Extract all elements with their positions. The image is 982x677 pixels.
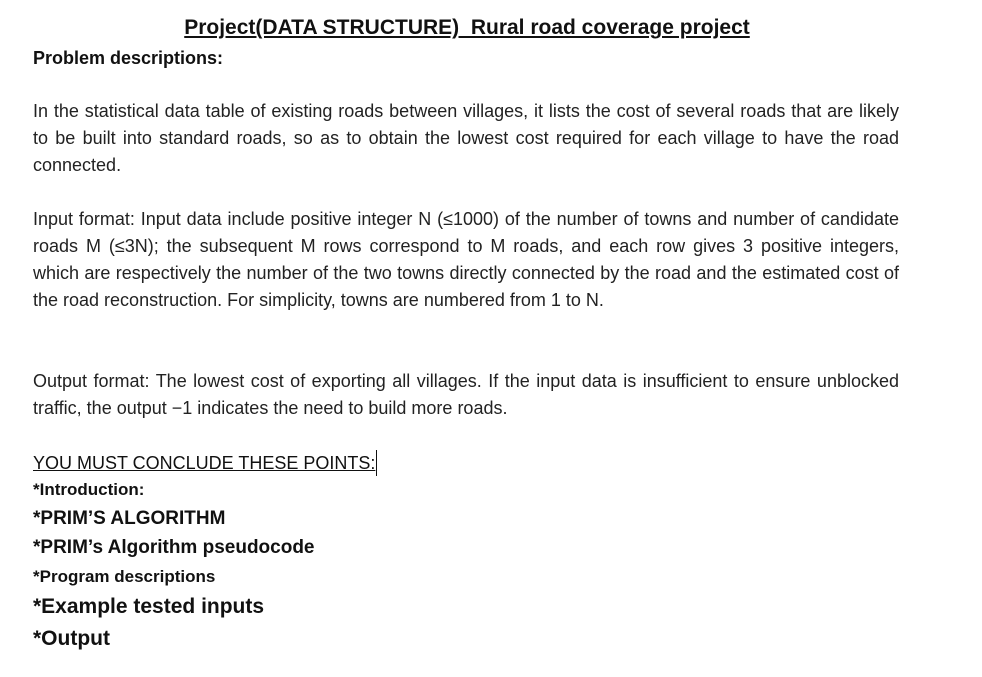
points-heading[interactable]: YOU MUST CONCLUDE THESE POINTS: [33,450,377,476]
problem-descriptions-heading: Problem descriptions: [33,48,224,68]
point-program-descriptions: *Program descriptions [33,567,216,586]
document-title: Project(DATA STRUCTURE) Rural road coverage project [184,16,750,39]
point-output: *Output [33,627,110,650]
paragraph-intro: In the statistical data table of existing roads between villages, it lists the cost of several roads that are likely to be built into standard roads, so as to obtain the lowest cost required for each village to have the road connected. [33,101,899,175]
point-example-inputs: *Example tested inputs [33,595,265,618]
point-prims-algorithm: *PRIM’S ALGORITHM [33,508,226,529]
paragraph-input-format: Input format: Input data include positive integer N (≤1000) of the number of towns and number of candidate roads M (≤3N); the subsequent M rows correspond to M roads, and each row gives 3 positive integers, which are respectively the number of the two towns directly connected by the road and the estimated cost of the road reconstruction. For simplicity, towns are numbered from 1 to N. [33,209,899,310]
point-introduction: *Introduction: [33,480,145,499]
paragraph-output-format: Output format: The lowest cost of exporting all villages. If the input data is insufficient to ensure unblocked traffic, the output −1 indicates the need to build more roads. [33,371,899,418]
point-prims-pseudocode: *PRIM’s Algorithm pseudocode [33,537,315,558]
